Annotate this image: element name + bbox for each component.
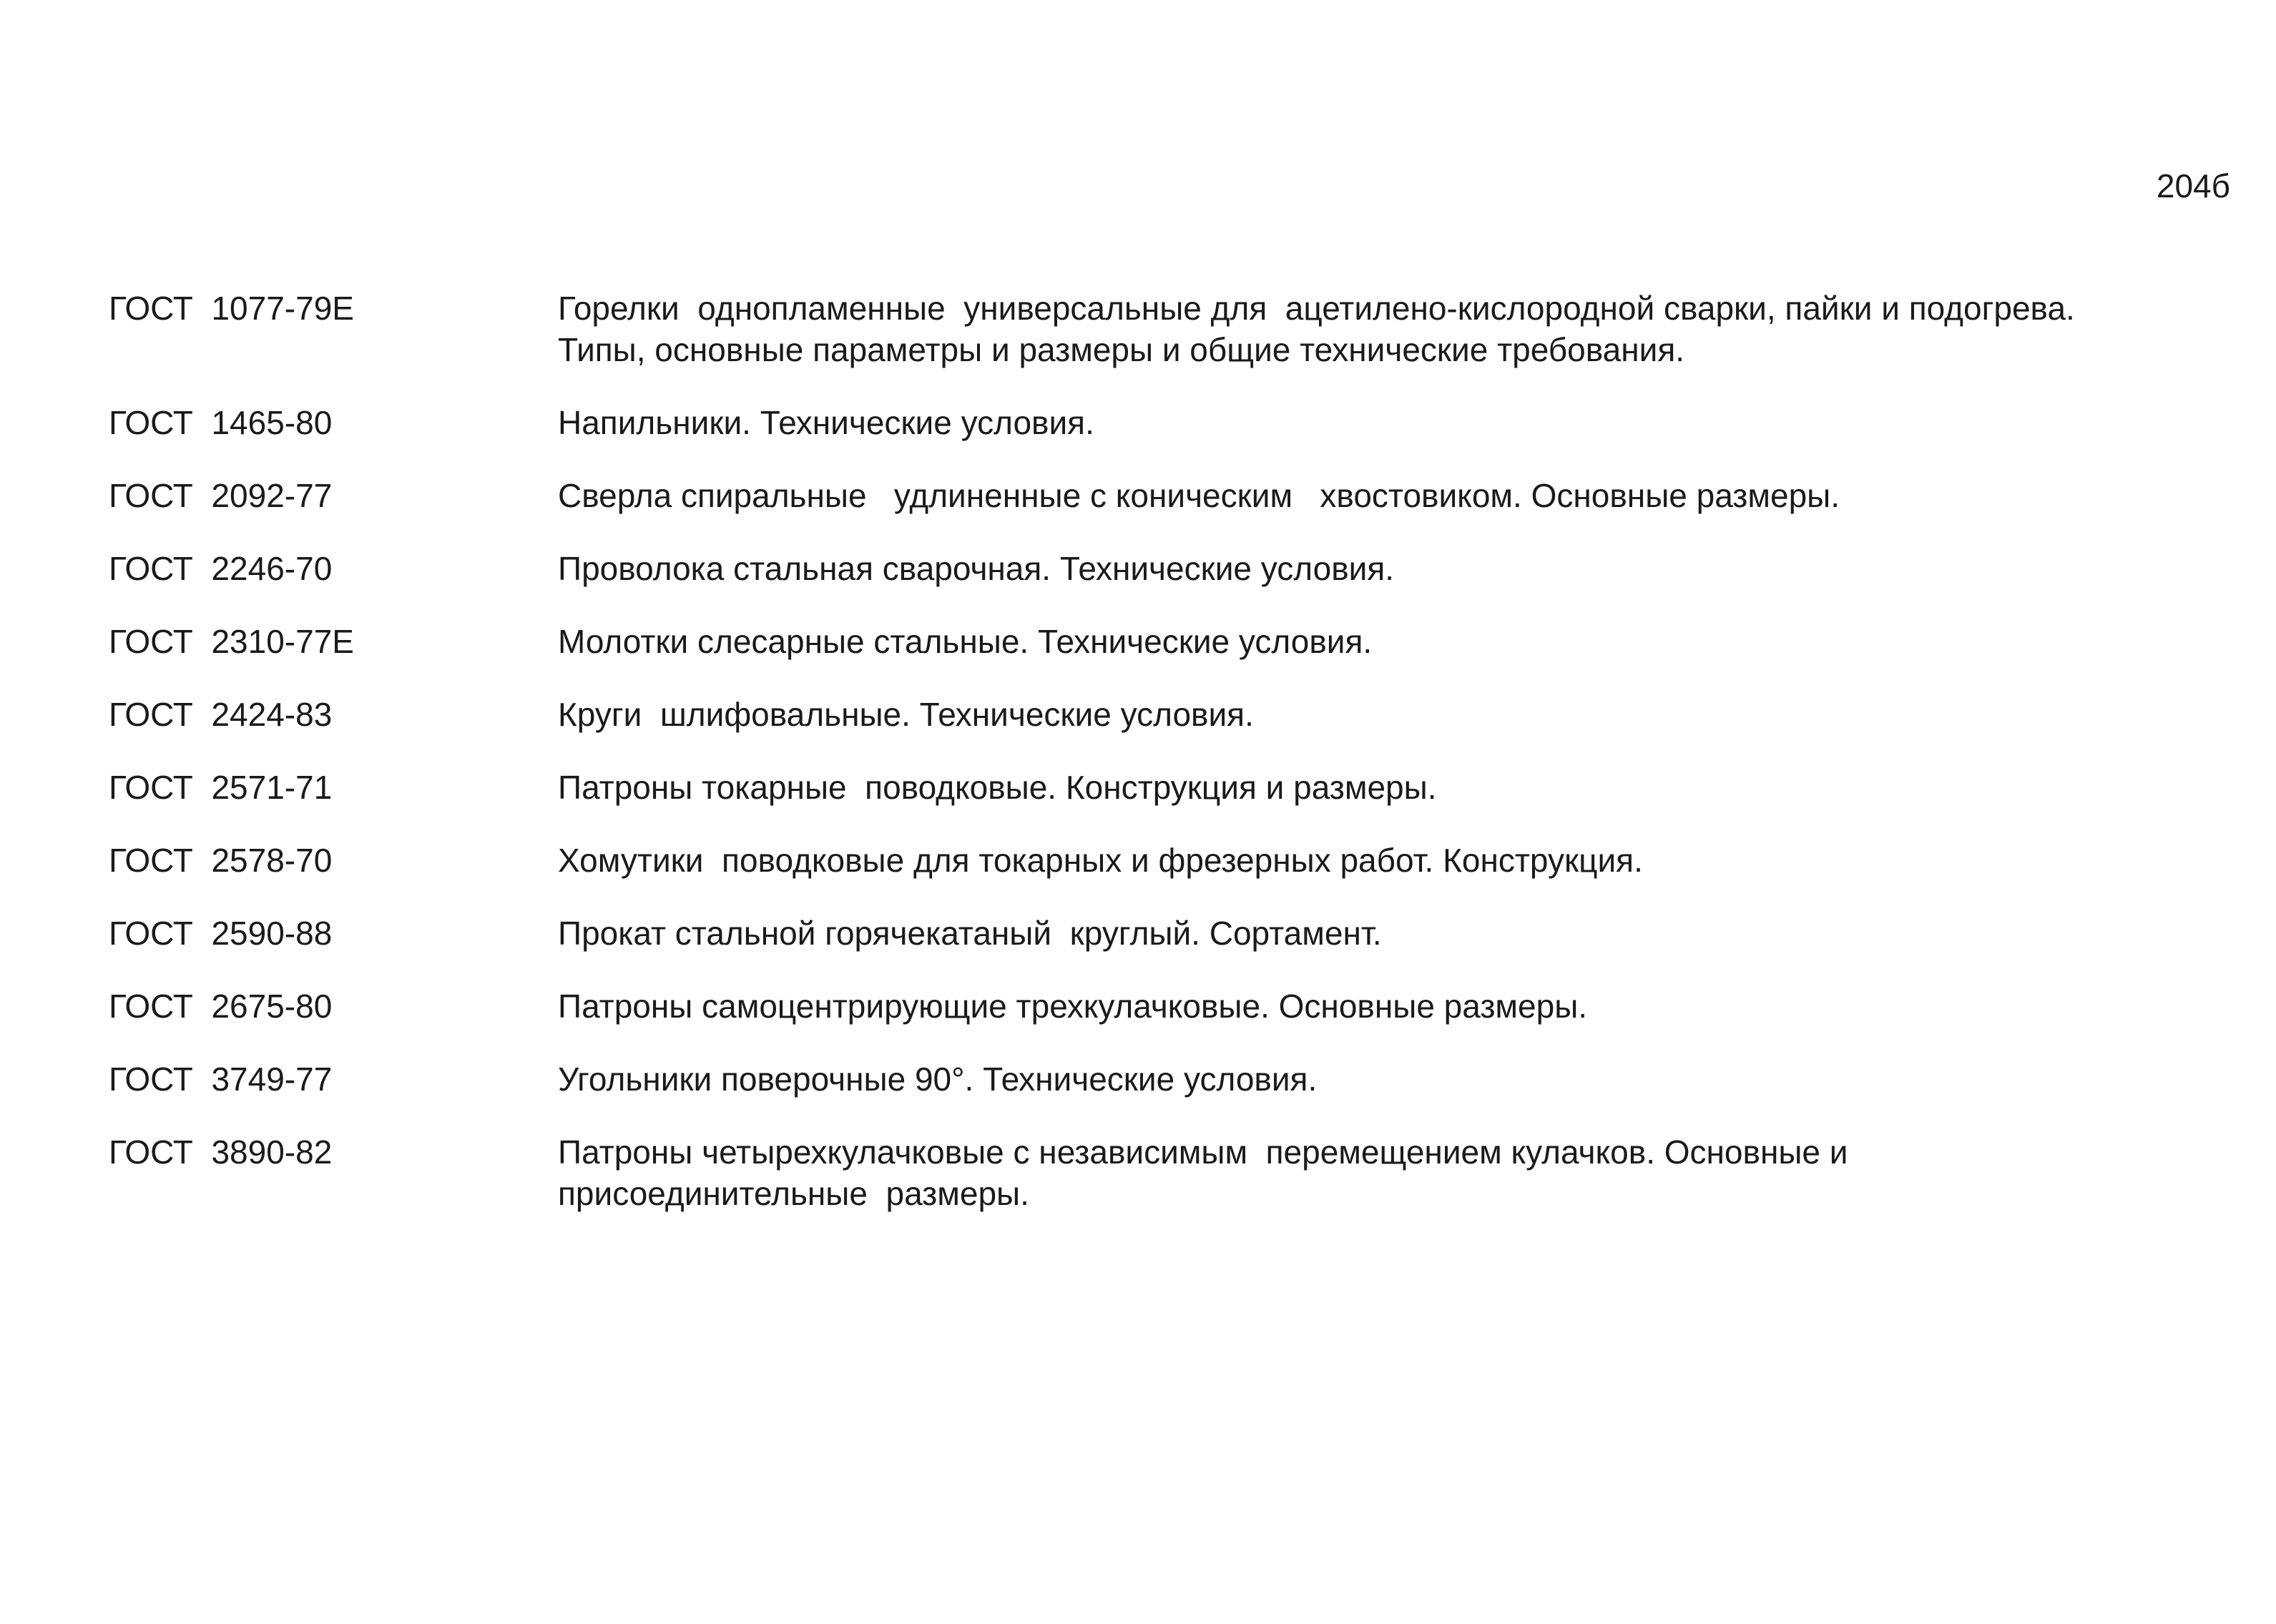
standard-title: Сверла спиральные удлиненные с коническим хвостовиком. Основные размеры. [558, 477, 1840, 514]
standard-code: ГОСТ 3749-77 [109, 1060, 333, 1098]
page-number: 204б [2156, 167, 2230, 205]
standard-code: ГОСТ 2246-70 [109, 550, 333, 587]
reference-row [109, 694, 2226, 735]
standard-code: ГОСТ 2590-88 [109, 915, 333, 952]
reference-row [109, 1131, 2226, 1214]
standard-code: ГОСТ 2571-71 [109, 769, 333, 806]
standard-title: Молотки слесарные стальные. Технические условия. [558, 623, 1373, 660]
standard-title: Патроны четырехкулачковые с независимым перемещением кулачков. Основные и присоединительные размеры. [558, 1133, 1848, 1212]
reference-row [109, 1058, 2226, 1100]
standard-title: Прокат стальной горячекатаный круглый. Сортамент. [558, 915, 1382, 952]
reference-row [109, 475, 2226, 516]
standard-title: Патроны токарные поводковые. Конструкция и размеры. [558, 769, 1437, 806]
reference-row [109, 402, 2226, 443]
standards-reference-list [109, 287, 2226, 1246]
standard-code: ГОСТ 2424-83 [109, 696, 333, 733]
standard-code: ГОСТ 1077-79Е [109, 290, 354, 327]
standard-code: ГОСТ 3890-82 [109, 1133, 333, 1171]
standard-title: Горелки однопламенные универсальные для ацетилено-кислородной сварки, пайки и подогрева. Типы, основные параметры и размеры и общие технические требования. [558, 290, 2075, 368]
standard-title: Патроны самоцентрирующие трехкулачковые. Основные размеры. [558, 988, 1588, 1025]
standard-title: Угольники поверочные 90°. Технические условия. [558, 1060, 1318, 1098]
standard-title: Хомутики поводковые для токарных и фрезерных работ. Конструкция. [558, 842, 1643, 879]
reference-row [109, 985, 2226, 1027]
standard-title: Напильники. Технические условия. [558, 404, 1094, 441]
reference-row [109, 912, 2226, 954]
standard-title: Проволока стальная сварочная. Технические условия. [558, 550, 1395, 587]
reference-row [109, 548, 2226, 589]
standard-code: ГОСТ 2675-80 [109, 988, 333, 1025]
standard-code: ГОСТ 1465-80 [109, 404, 333, 441]
reference-row [109, 621, 2226, 662]
standard-code: ГОСТ 2578-70 [109, 842, 333, 879]
standard-title: Круги шлифовальные. Технические условия. [558, 696, 1254, 733]
reference-row [109, 840, 2226, 881]
reference-row [109, 287, 2226, 370]
reference-row [109, 767, 2226, 808]
standard-code: ГОСТ 2310-77Е [109, 623, 354, 660]
standard-code: ГОСТ 2092-77 [109, 477, 333, 514]
